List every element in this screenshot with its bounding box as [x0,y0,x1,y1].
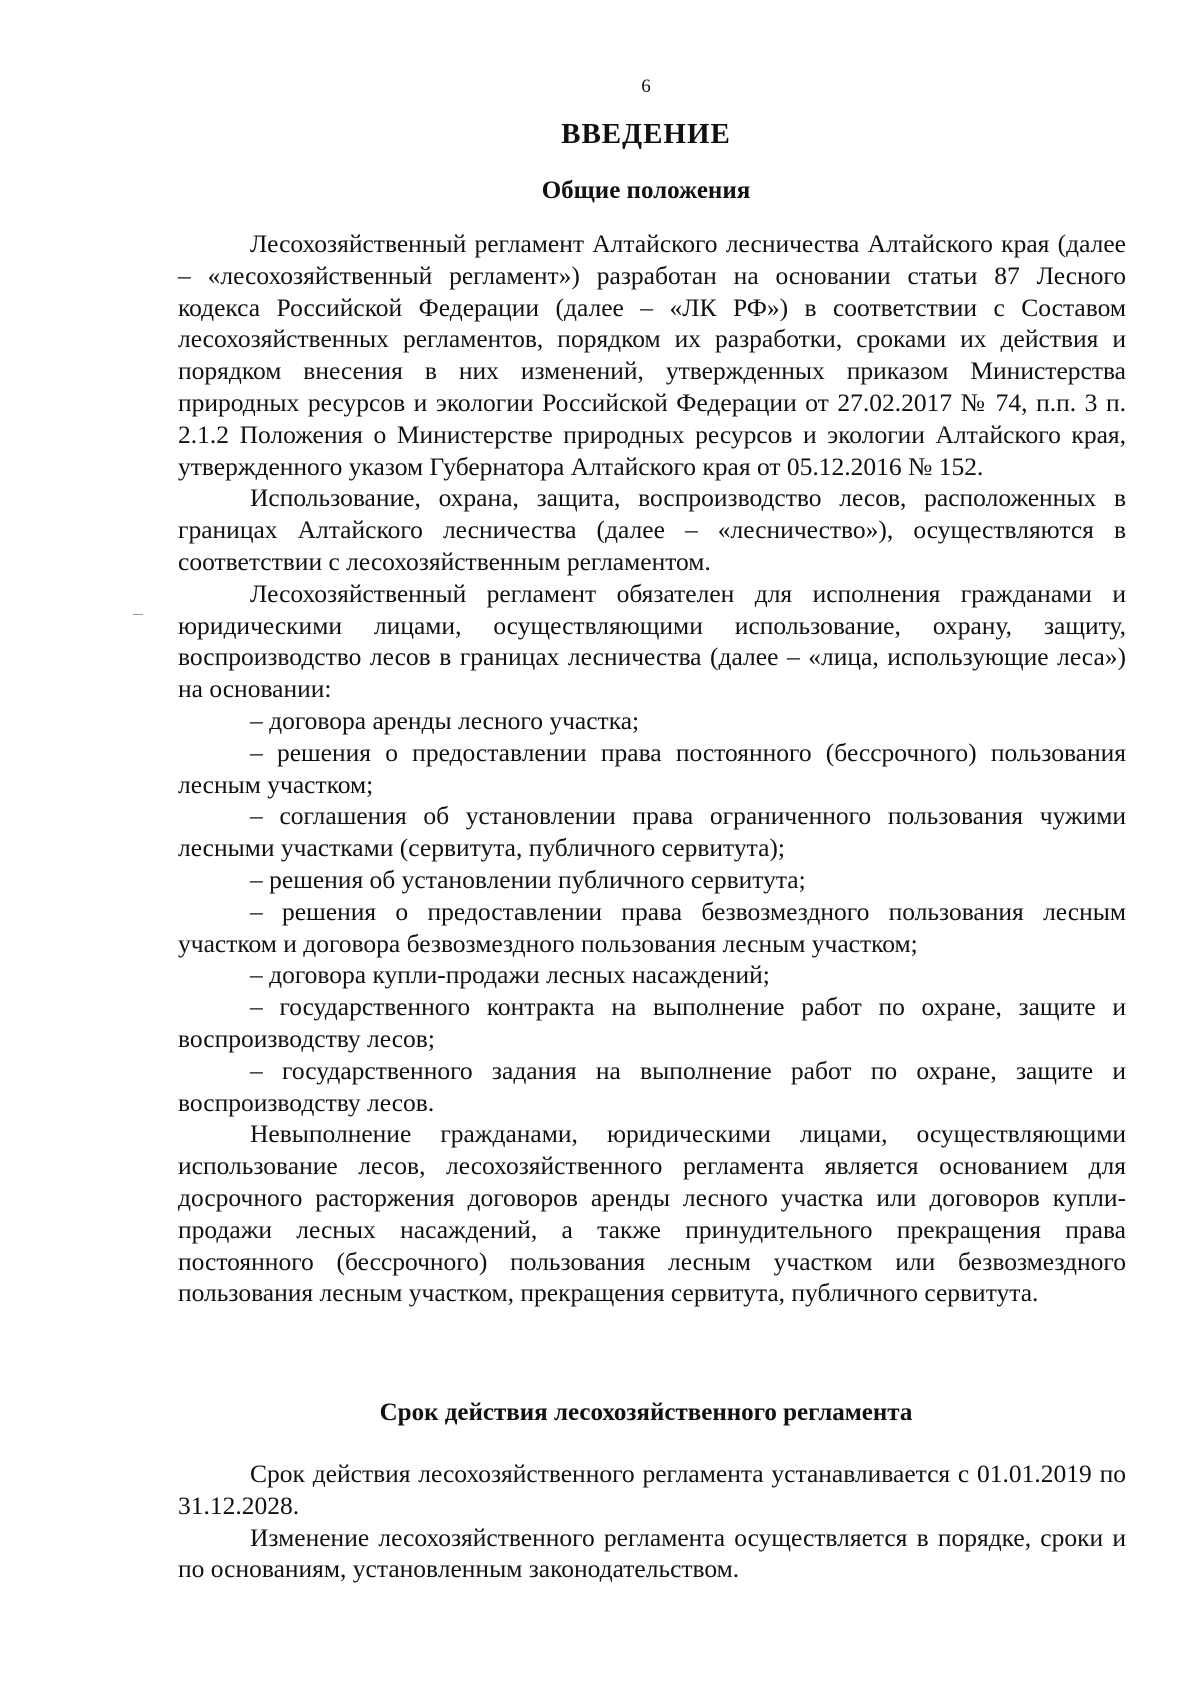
paragraph: Использование, охрана, защита, воспроизводство лесов, расположенных в границах Алтайского лесничества (далее – «лесничество»), осуществляются в соответствии с лесохозяйственным регламентом. [178,483,1126,576]
list-item: – договора купли-продажи лесных насаждений; [250,960,770,990]
list-item: – решения об установлении публичного сервитута; [250,864,806,894]
section-heading: Срок действия лесохозяйственного регламента [379,1399,913,1426]
list-item: – договора аренды лесного участка; [250,705,640,735]
body-text [178,228,1126,1309]
paragraph: Изменение лесохозяйственного регламента осуществляется в порядке, сроки и по основаниям, установленным законодательством. [178,1522,1126,1584]
list-item: – решения о предоставлении права безвозмездного пользования лесным участком и договора безвозмездного пользования лесным участком; [178,896,1126,958]
list-item: – решения о предоставлении права постоянного (бессрочного) пользования лесным участком; [178,737,1126,799]
scan-artifact [133,614,143,615]
paragraph: Лесохозяйственный регламент обязателен для исполнения гражданами и юридическими лицами, осуществляющими использование, охрану, защиту, воспроизводство лесов в границах лесничества (далее – «лица, использующие леса») на основании: [178,578,1126,704]
section-subtitle: Общие положения [541,177,751,204]
page-number: 6 [641,76,651,97]
paragraph: Лесохозяйственный регламент Алтайского лесничества Алтайского края (далее – «лесохозяйственный регламент») разработан на основании статьи 87 Лесного кодекса Российской Федерации (далее – «ЛК РФ») в соответствии с Составом лесохозяйственных регламентов, порядком их разработки, сроками их действия и порядком внесения в них изменений, утвержденных приказом Министерства природных ресурсов и экологии Российской Федерации от 27.02.2017 № 74, п.п. 3 п. 2.1.2 Положения о Министерстве природных ресурсов и экологии Алтайского края, утвержденного указом Губернатора Алтайского края от 05.12.2016 № 152. [178,229,1126,481]
paragraph: Срок действия лесохозяйственного регламента устанавливается с 01.01.2019 по 31.12.2028. [178,1459,1126,1520]
page-title: ВВЕДЕНИЕ [561,118,731,150]
section2-body [178,1458,1126,1585]
list-item: – соглашения об установлении права ограниченного пользования чужими лесными участками (сервитута, публичного сервитута); [178,801,1126,863]
list-item: – государственного контракта на выполнение работ по охране, защите и воспроизводству лесов; [178,992,1126,1053]
paragraph: Невыполнение гражданами, юридическими лицами, осуществляющими использование лесов, лесохозяйственного регламента является основанием для досрочного расторжения договоров аренды лесного участка или договоров купли-продажи лесных насаждений, а также принудительного прекращения права постоянного (бессрочного) пользования лесным участком или безвозмездного пользования лесным участком, прекращения сервитута, публичного сервитута. [178,1119,1126,1308]
list-item: – государственного задания на выполнение работ по охране, защите и воспроизводству лесов. [178,1055,1126,1117]
